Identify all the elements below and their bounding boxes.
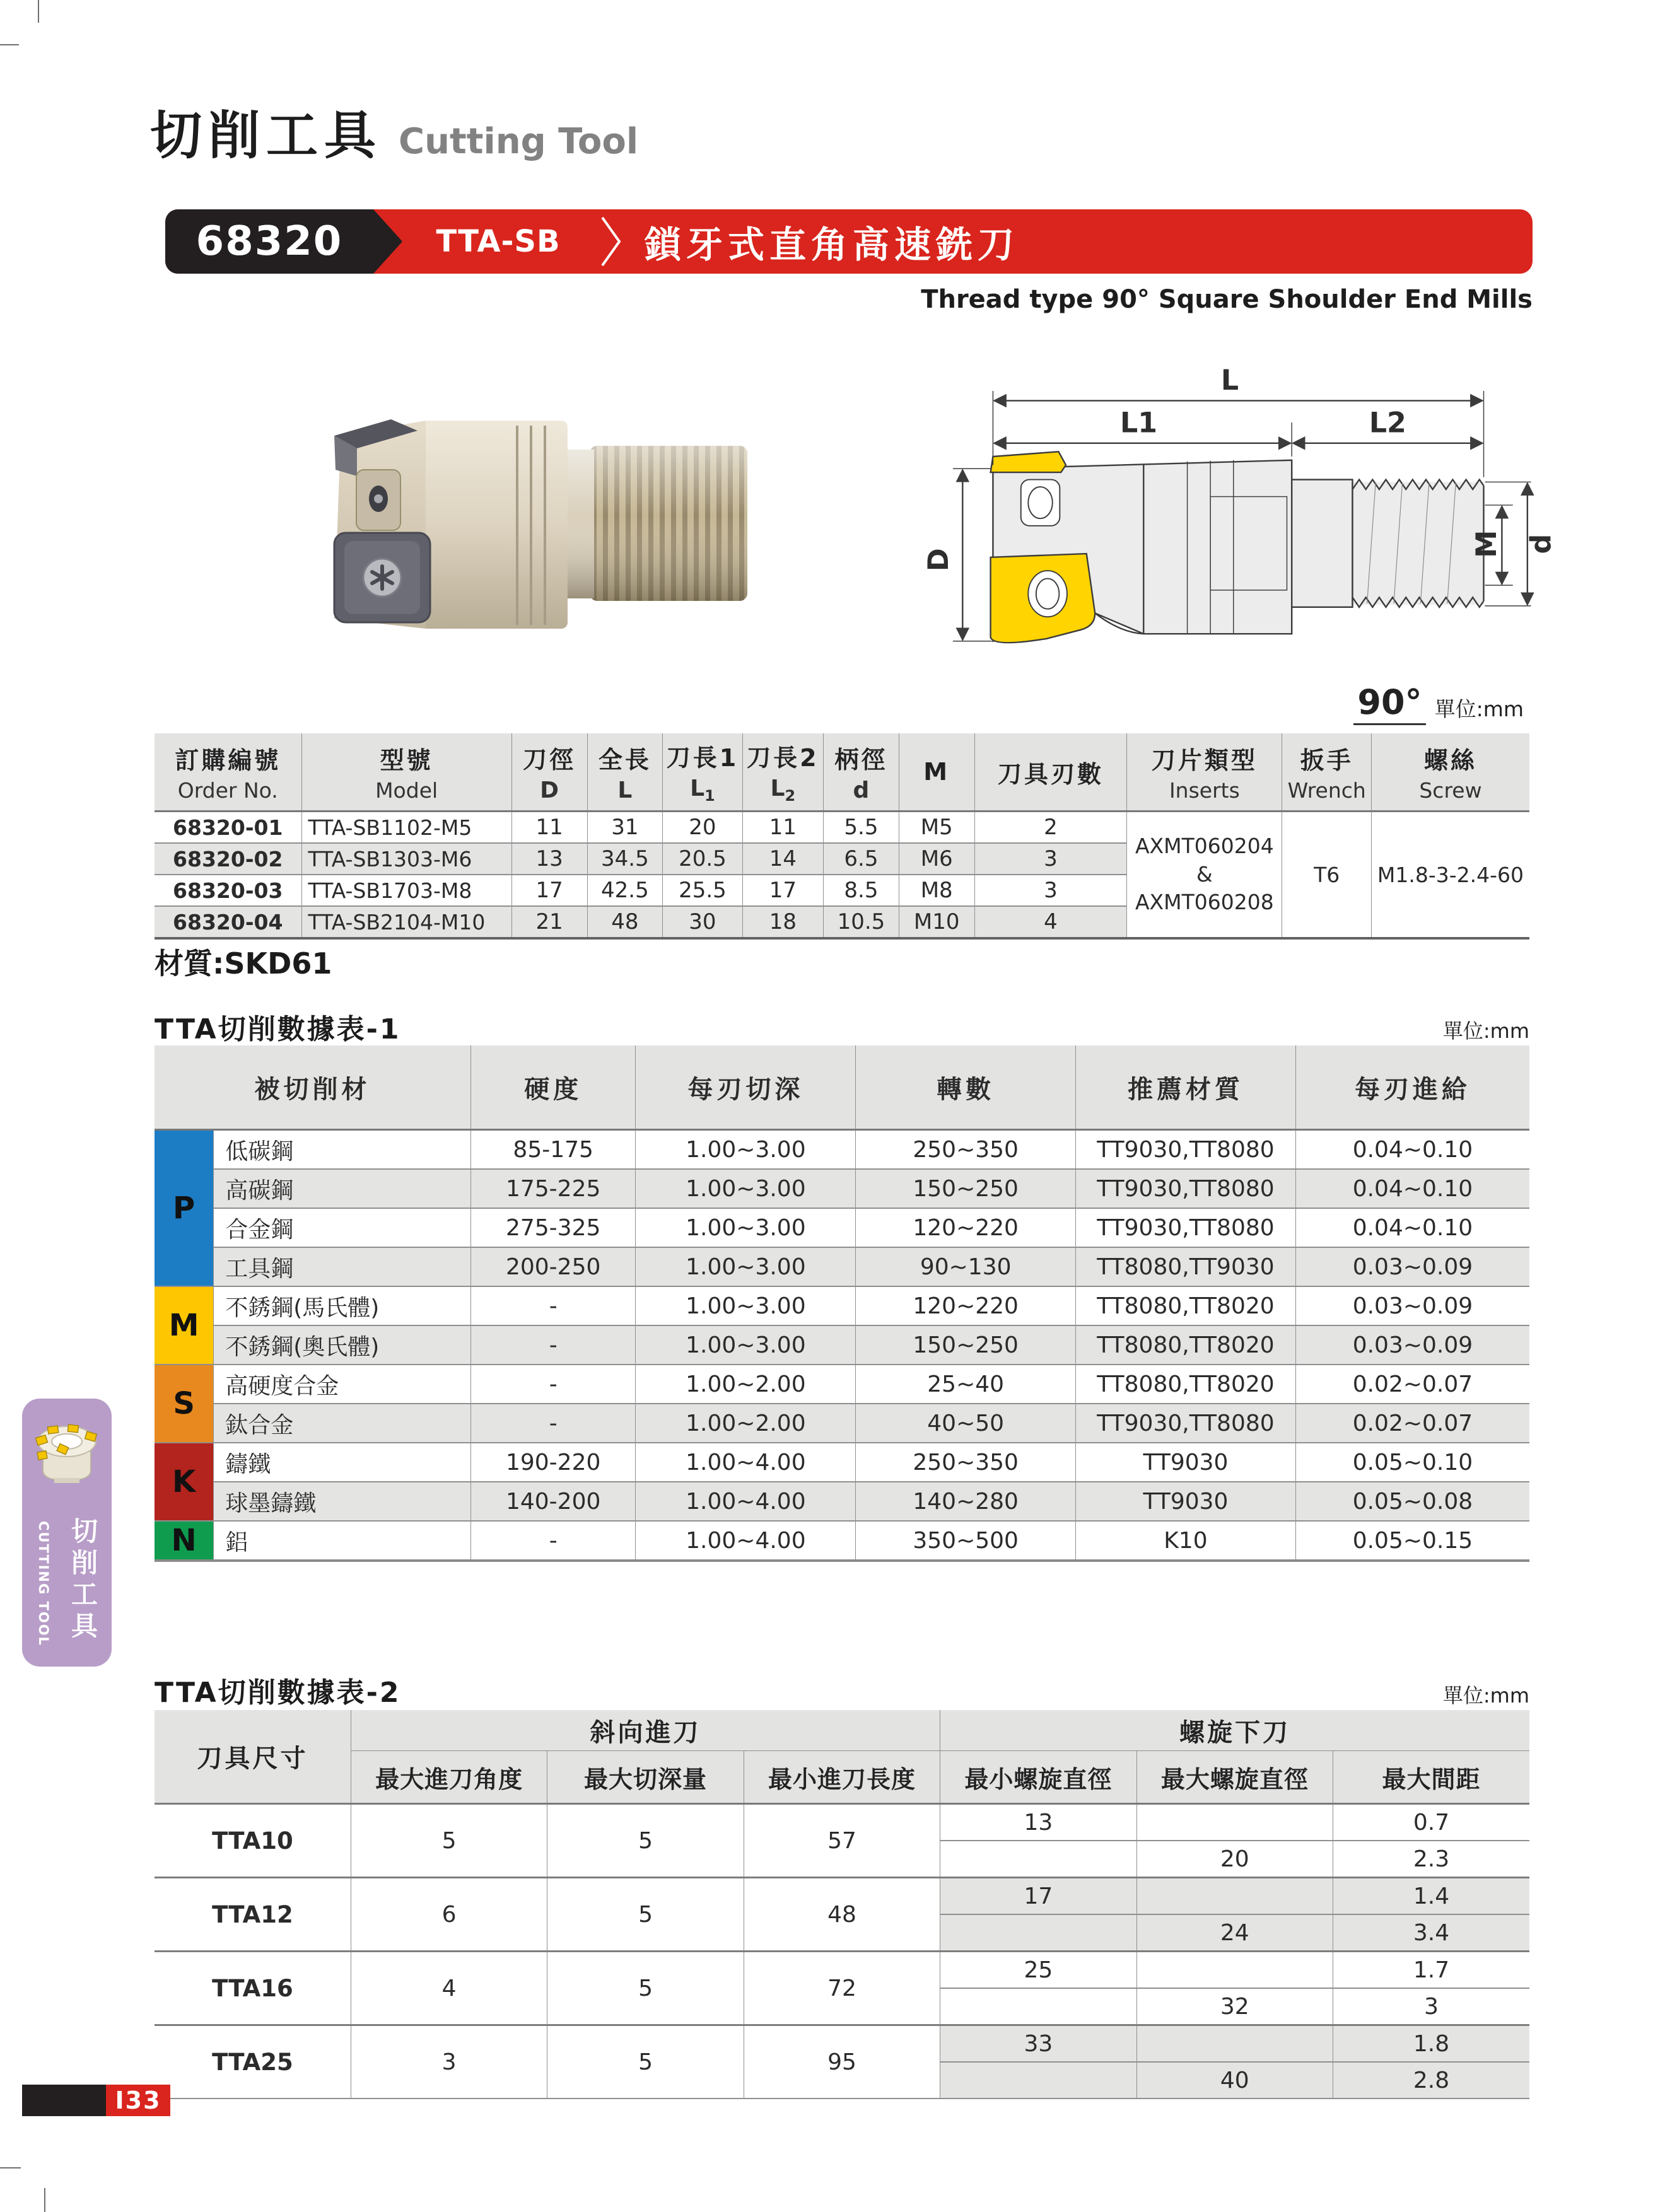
cut1-cell: 175-225: [470, 1169, 636, 1208]
cut1-cell: 250~350: [856, 1443, 1076, 1482]
cut1-cell: 1.00~4.00: [636, 1482, 856, 1521]
series-code-tab: [165, 209, 373, 274]
iso-group-letter: M: [155, 1286, 214, 1365]
cut2-tool-size: TTA16: [155, 1952, 351, 2025]
spec-cell: 11: [742, 812, 823, 844]
cut2-cell: [940, 1988, 1136, 2025]
spec-cell: 17: [511, 875, 587, 906]
series-name: TTA-SB: [436, 224, 561, 259]
cut1-cell: TT8080,TT8020: [1076, 1365, 1296, 1404]
face-mill-icon: [29, 1412, 105, 1494]
spec-cell: 42.5: [587, 875, 663, 906]
spec-header-sub: 2: [785, 787, 796, 805]
cut1-cell: 鋁: [214, 1521, 471, 1561]
spec-header-en: L: [617, 777, 633, 803]
cut1-cell: 90~130: [856, 1247, 1076, 1286]
cut1-cell: TT9030,TT8080: [1076, 1208, 1296, 1247]
spec-cell: 11: [511, 812, 587, 844]
cut1-cell: 低碳鋼: [214, 1130, 471, 1170]
cut1-header-cell: 轉數: [856, 1045, 1076, 1130]
spec-header-en: L: [770, 776, 785, 802]
cut2-cell: 72: [744, 1952, 940, 2025]
cut1-cell: K10: [1076, 1521, 1296, 1561]
iso-group-letter: P: [155, 1130, 214, 1287]
spec-header-en: Wrench: [1287, 778, 1366, 803]
cut1-header-cell: 硬度: [470, 1045, 636, 1130]
cut1-cell: TT9030,TT8080: [1076, 1130, 1296, 1170]
cut2-header-cell: 最小進刀長度: [744, 1751, 940, 1804]
spec-header-zh: 刀長2: [747, 744, 819, 772]
spec-header-zh: 扳手: [1300, 747, 1353, 774]
spec-header-en: Screw: [1419, 778, 1482, 803]
spec-cell: 13: [511, 843, 587, 875]
cut1-cell: 0.02~0.07: [1295, 1404, 1529, 1443]
cut2-cell: [1136, 1952, 1333, 1989]
chevron-separator-icon: [599, 215, 623, 268]
series-banner: [165, 209, 1533, 274]
inserts-joiner: &: [1196, 861, 1213, 887]
cut2-cell: [940, 1914, 1136, 1952]
cut1-cell: -: [470, 1325, 636, 1365]
spec-cell: 68320-03: [155, 875, 301, 906]
cut1-cell: 1.00~3.00: [636, 1130, 856, 1170]
spec-cell: 68320-01: [155, 812, 301, 844]
cut2-cell: 3: [1333, 1988, 1529, 2025]
cut1-cell: -: [470, 1365, 636, 1404]
dim-label-L2: L2: [1369, 407, 1406, 439]
spec-cell: M6: [899, 843, 974, 875]
series-code: 68320: [196, 218, 343, 265]
cut1-cell: TT9030,TT8080: [1076, 1404, 1296, 1443]
spec-header-cell: [899, 733, 974, 812]
cut1-cell: 工具鋼: [214, 1247, 471, 1286]
cut1-cell: 0.05~0.15: [1295, 1521, 1529, 1561]
spec-header-zh: 柄徑: [834, 746, 888, 774]
spec-cell: M8: [899, 875, 974, 906]
spec-cell-screw: M1.8-3-2.4-60: [1371, 812, 1529, 939]
page-number: I33: [115, 2087, 161, 2114]
cut1-cell: -: [470, 1404, 636, 1443]
spec-header-zh: 螺絲: [1423, 747, 1477, 774]
sidebar-label-zh: 切削工具: [67, 1517, 98, 1643]
spec-header-cell: [155, 733, 301, 812]
cut1-cell: 1.00~3.00: [636, 1208, 856, 1247]
cut2-cell: [1136, 1878, 1333, 1915]
crop-mark-bottom-h: [0, 2167, 21, 2168]
dim-label-M: M: [1470, 530, 1503, 558]
cut1-cell: -: [470, 1521, 636, 1561]
cut1-cell: 1.00~3.00: [636, 1286, 856, 1325]
spec-header-en: L: [690, 776, 705, 802]
cut2-header-cell: 最大間距: [1333, 1751, 1529, 1804]
material-note: 材質:SKD61: [155, 946, 332, 981]
crop-mark-top-v: [38, 0, 39, 23]
cut1-cell: 0.04~0.10: [1295, 1208, 1529, 1247]
spec-header-cell: [1127, 733, 1282, 812]
spec-cell: TTA-SB2104-M10: [301, 906, 511, 938]
cut1-cell: 85-175: [470, 1130, 636, 1170]
cut2-tool-size: TTA10: [155, 1804, 351, 1878]
cut2-cell: 5: [547, 2025, 744, 2099]
crop-mark-bottom-v: [44, 2188, 45, 2212]
cut1-cell: TT8080,TT9030: [1076, 1247, 1296, 1286]
cut1-cell: 1.00~2.00: [636, 1365, 856, 1404]
spec-table: [155, 733, 1529, 940]
cut2-cell: 57: [744, 1804, 940, 1878]
spec-header-cell: [587, 733, 663, 812]
cut1-cell: 0.04~0.10: [1295, 1169, 1529, 1208]
spec-cell: 18: [742, 906, 823, 938]
cut1-cell: 350~500: [856, 1521, 1076, 1561]
iso-group-letter: S: [155, 1365, 214, 1443]
cut1-header-cell: 每刃切深: [636, 1045, 856, 1130]
cut2-cell: 5: [351, 1804, 547, 1878]
cut1-cell: 0.03~0.09: [1295, 1325, 1529, 1365]
spec-cell: 14: [742, 843, 823, 875]
cut1-header-cell: 每刃進給: [1295, 1045, 1529, 1130]
cut1-cell: TT8080,TT8020: [1076, 1286, 1296, 1325]
cut2-cell: [940, 2062, 1136, 2098]
cut1-cell: TT9030: [1076, 1482, 1296, 1521]
cut1-cell: 150~250: [856, 1169, 1076, 1208]
page-title: [150, 95, 638, 168]
spec-header-cell: [824, 733, 899, 812]
cut2-cell: 48: [744, 1878, 940, 1952]
cut2-cell: [1136, 2025, 1333, 2063]
spec-cell: 68320-04: [155, 906, 301, 938]
product-photo: [240, 375, 769, 674]
iso-group-letter: N: [155, 1521, 214, 1561]
spec-cell: 30: [663, 906, 742, 938]
spec-header-zh: 刀片類型: [1151, 747, 1258, 774]
cut1-cell: 200-250: [470, 1247, 636, 1286]
cut1-cell: 1.00~3.00: [636, 1325, 856, 1365]
cut2-cell: 17: [940, 1878, 1136, 1915]
sidebar-tab-cutting-tool[interactable]: [22, 1399, 112, 1667]
angle-unit-note: [1353, 682, 1524, 725]
spec-cell: 8.5: [824, 875, 899, 906]
cut1-cell: 25~40: [856, 1365, 1076, 1404]
spec-cell: 10.5: [824, 906, 899, 938]
spec-header-zh: 全長: [598, 746, 651, 774]
spec-cell: 4: [974, 906, 1127, 938]
spec-cell: 2: [974, 812, 1127, 844]
cut2-cell: 1.8: [1333, 2025, 1529, 2063]
cut2-header-cell: 最大進刀角度: [351, 1751, 547, 1804]
cut2-cell: 1.4: [1333, 1878, 1529, 1915]
cut2-cell: 2.3: [1333, 1841, 1529, 1878]
cut1-cell: 高碳鋼: [214, 1169, 471, 1208]
cut1-cell: TT8080,TT8020: [1076, 1325, 1296, 1365]
cutting-data-table-1: [155, 1045, 1529, 1562]
spec-cell: 20.5: [663, 843, 742, 875]
cut2-cell: 40: [1136, 2062, 1333, 2098]
cut1-cell: 190-220: [470, 1443, 636, 1482]
cut2-cell: 4: [351, 1952, 547, 2025]
page-title-en: Cutting Tool: [399, 121, 639, 162]
dim-label-L: L: [1220, 364, 1239, 397]
spec-header-sub: 1: [704, 787, 715, 805]
spec-cell: M10: [899, 906, 974, 938]
cut2-cell: 5: [547, 1804, 744, 1878]
cut2-cell: 1.7: [1333, 1952, 1529, 1989]
spec-header-zh: 刀長1: [666, 744, 739, 772]
cut2-cell: 2.8: [1333, 2062, 1529, 2098]
spec-cell: 25.5: [663, 875, 742, 906]
spec-header-en: Inserts: [1169, 778, 1240, 803]
cut1-cell: 鈦合金: [214, 1404, 471, 1443]
cut2-cell: 5: [547, 1952, 744, 2025]
cut1-cell: TT9030,TT8080: [1076, 1169, 1296, 1208]
cut2-header-ramping: 斜向進刀: [351, 1710, 940, 1751]
product-name-zh: 鎖牙式直角高速銑刀: [645, 223, 1020, 266]
cut1-unit: 單位:mm: [1442, 1019, 1529, 1043]
product-subtitle-en: Thread type 90° Square Shoulder End Mills: [921, 285, 1533, 314]
spec-cell: 6.5: [824, 843, 899, 875]
spec-header-cell: [1371, 733, 1529, 812]
cut2-cell: 32: [1136, 1988, 1333, 2025]
spec-header-zh: M: [923, 758, 950, 786]
spec-cell: 3: [974, 843, 1127, 875]
spec-cell: 68320-02: [155, 843, 301, 875]
spec-cell: 21: [511, 906, 587, 938]
cut1-header-cell: 被切削材: [155, 1045, 470, 1130]
cut1-title: TTA切削數據表-1: [155, 1013, 401, 1045]
cut2-title: TTA切削數據表-2: [155, 1677, 401, 1709]
cut2-cell: 3: [351, 2025, 547, 2099]
cut1-cell: 1.00~4.00: [636, 1443, 856, 1482]
cut1-cell: 120~220: [856, 1286, 1076, 1325]
spec-header-en: Order No.: [177, 778, 278, 803]
cut1-cell: 1.00~2.00: [636, 1404, 856, 1443]
spec-cell: TTA-SB1703-M8: [301, 875, 511, 906]
crop-mark-top-h: [0, 44, 19, 45]
cut1-cell: 140~280: [856, 1482, 1076, 1521]
cut1-cell: -: [470, 1286, 636, 1325]
cut1-cell: 150~250: [856, 1325, 1076, 1365]
cut1-cell: 1.00~3.00: [636, 1247, 856, 1286]
cut1-cell: 0.05~0.08: [1295, 1482, 1529, 1521]
spec-header-en: d: [853, 777, 870, 803]
spec-cell: 20: [663, 812, 742, 844]
cut2-cell: 95: [744, 2025, 940, 2099]
unit-note: 單位:mm: [1434, 697, 1524, 721]
cut1-cell: 40~50: [856, 1404, 1076, 1443]
dim-label-L1: L1: [1120, 407, 1158, 439]
cut1-cell: 鑄鐵: [214, 1443, 471, 1482]
cut2-cell: 33: [940, 2025, 1136, 2063]
cut1-cell: TT9030: [1076, 1443, 1296, 1482]
cut1-cell: 合金鋼: [214, 1208, 471, 1247]
cut1-cell: 1.00~4.00: [636, 1521, 856, 1561]
cut2-cell: 25: [940, 1952, 1136, 1989]
cut1-cell: 0.04~0.10: [1295, 1130, 1529, 1170]
spec-cell: 3: [974, 875, 1127, 906]
cut2-cell: 13: [940, 1804, 1136, 1841]
spec-cell: TTA-SB1102-M5: [301, 812, 511, 844]
spec-header-cell: [974, 733, 1127, 812]
cut2-cell: [1136, 1804, 1333, 1841]
inserts-line1: AXMT060204: [1135, 834, 1274, 859]
spec-header-cell: [511, 733, 587, 812]
cut2-header-tool-size: 刀具尺寸: [155, 1710, 351, 1804]
spec-header-cell: [301, 733, 511, 812]
spec-header-zh: 型號: [380, 747, 433, 774]
spec-cell: 17: [742, 875, 823, 906]
spec-header-zh: 刀徑: [523, 746, 576, 774]
cut1-cell: 1.00~3.00: [636, 1169, 856, 1208]
dim-label-d: d: [1525, 533, 1558, 554]
cutting-data-table-2: [155, 1710, 1529, 2099]
cut1-cell: 250~350: [856, 1130, 1076, 1170]
cut2-cell: 3.4: [1333, 1914, 1529, 1952]
cut1-cell: 0.03~0.09: [1295, 1247, 1529, 1286]
spec-cell: 5.5: [824, 812, 899, 844]
cut1-cell: 球墨鑄鐵: [214, 1482, 471, 1521]
spec-header-zh: 訂購編號: [175, 747, 281, 774]
footer-bar: [22, 2085, 106, 2116]
spec-header-zh: 刀具刃數: [997, 760, 1104, 788]
spec-cell: TTA-SB1303-M6: [301, 843, 511, 875]
cut1-cell: 275-325: [470, 1208, 636, 1247]
cut2-cell: 0.7: [1333, 1804, 1529, 1841]
spec-header-cell: [1282, 733, 1372, 812]
cut2-cell: [940, 1841, 1136, 1878]
iso-group-letter: K: [155, 1443, 214, 1521]
page-number-badge: [106, 2085, 170, 2116]
cut2-tool-size: TTA25: [155, 2025, 351, 2099]
spec-cell-inserts: [1127, 812, 1282, 939]
spec-header-cell: [663, 733, 742, 812]
cut2-cell: 6: [351, 1878, 547, 1952]
inserts-line2: AXMT060208: [1135, 890, 1274, 915]
spec-cell-wrench: T6: [1282, 812, 1372, 939]
cut2-cell: 24: [1136, 1914, 1333, 1952]
cut1-cell: 高硬度合金: [214, 1365, 471, 1404]
spec-header-en: Model: [375, 778, 438, 803]
spec-header-cell: [742, 733, 823, 812]
cut1-cell: 不銹鋼(奧氏體): [214, 1325, 471, 1365]
cut2-header-helical: 螺旋下刀: [940, 1710, 1529, 1751]
spec-cell: 48: [587, 906, 663, 938]
cut2-header-cell: 最大切深量: [547, 1751, 744, 1804]
sidebar-label-en: CUTTING TOOL: [36, 1521, 51, 1646]
page-title-zh: 切削工具: [150, 106, 383, 166]
cut2-cell: 5: [547, 1878, 744, 1952]
cut2-header-cell: 最大螺旋直徑: [1136, 1751, 1333, 1804]
cut1-cell: 140-200: [470, 1482, 636, 1521]
cut1-cell: 不銹鋼(馬氏體): [214, 1286, 471, 1325]
cut1-cell: 0.05~0.10: [1295, 1443, 1529, 1482]
spec-cell: 31: [587, 812, 663, 844]
cut2-unit: 單位:mm: [1442, 1684, 1529, 1708]
series-code-tab-arrow: [373, 209, 402, 274]
cut2-header-cell: 最小螺旋直徑: [940, 1751, 1136, 1804]
cut1-cell: 0.02~0.07: [1295, 1365, 1529, 1404]
dim-label-D: D: [923, 548, 955, 572]
cut1-cell: 0.03~0.09: [1295, 1286, 1529, 1325]
spec-cell: M5: [899, 812, 974, 844]
corner-angle: 90°: [1353, 682, 1425, 725]
cut1-cell: 120~220: [856, 1208, 1076, 1247]
dimension-drawing: [902, 346, 1558, 701]
cut2-tool-size: TTA12: [155, 1878, 351, 1952]
cut2-cell: 20: [1136, 1841, 1333, 1878]
spec-cell: 34.5: [587, 843, 663, 875]
spec-header-en: D: [540, 777, 559, 803]
cut1-header-cell: 推薦材質: [1076, 1045, 1296, 1130]
